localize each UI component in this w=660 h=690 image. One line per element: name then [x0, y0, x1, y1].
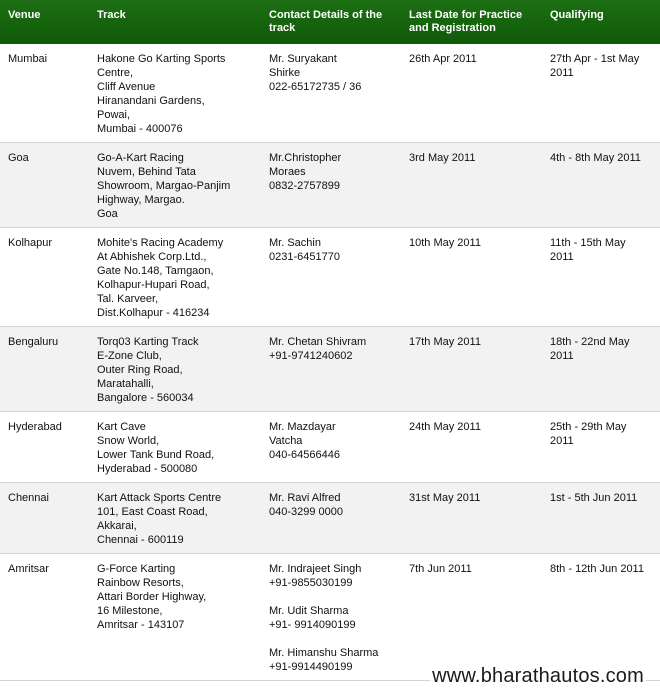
contact-cell — [261, 44, 401, 143]
venue-cell: Chennai — [0, 483, 89, 554]
qualifying-cell: 18th - 22nd May 2011 — [542, 327, 660, 412]
venue-cell: Amritsar — [0, 554, 89, 681]
track-cell: Hakone Go Karting Sports Centre, Cliff Avenue Hiranandani Gardens, Powai, Mumbai - 400076 — [89, 44, 261, 143]
contact-entry: Mr. Ravi Alfred 040-3299 0000 — [269, 492, 344, 518]
venue-cell: Hyderabad — [0, 412, 89, 483]
table-row — [0, 44, 660, 143]
qualifying-cell: 11th - 15th May 2011 — [542, 228, 660, 327]
header-row — [0, 0, 660, 44]
contact-entry: Mr. Himanshu Sharma +91-9914490199 — [269, 647, 379, 673]
last-date-cell: 31st May 2011 — [401, 483, 542, 554]
contact-cell — [261, 327, 401, 412]
header-track: Track — [89, 0, 261, 44]
header-last-date: Last Date for Practice and Registration — [401, 0, 542, 44]
track-cell: Torq03 Karting Track E-Zone Club, Outer Ring Road, Maratahalli, Bangalore - 560034 — [89, 327, 261, 412]
venue-cell: Mumbai — [0, 44, 89, 143]
table-header — [0, 0, 660, 44]
qualifying-cell: 8th - 12th Jun 2011 — [542, 554, 660, 681]
table-row — [0, 228, 660, 327]
last-date-cell: 17th May 2011 — [401, 327, 542, 412]
contact-entry: Mr. Mazdayar Vatcha 040-64566446 — [269, 421, 340, 461]
contact-entry: Mr. Udit Sharma +91- 9914090199 — [269, 605, 356, 631]
track-cell: Kart Attack Sports Centre 101, East Coast Road, Akkarai, Chennai - 600119 — [89, 483, 261, 554]
contact-entry: Mr. Indrajeet Singh +91-9855030199 — [269, 563, 362, 589]
last-date-cell: 26th Apr 2011 — [401, 44, 542, 143]
contact-entry: Mr. Suryakant Shirke 022-65172735 / 36 — [269, 53, 362, 93]
qualifying-cell: 1st - 5th Jun 2011 — [542, 483, 660, 554]
last-date-cell: 24th May 2011 — [401, 412, 542, 483]
header-contact: Contact Details of the track — [261, 0, 401, 44]
track-cell: Go-A-Kart Racing Nuvem, Behind Tata Showroom, Margao-Panjim Highway, Margao. Goa — [89, 143, 261, 228]
contact-entry: Mr.Christopher Moraes 0832-2757899 — [269, 152, 342, 192]
contact-cell — [261, 228, 401, 327]
watermark: www.bharathautos.com — [432, 665, 644, 687]
contact-spacer — [269, 590, 397, 604]
track-cell: Kart Cave Snow World, Lower Tank Bund Road, Hyderabad - 500080 — [89, 412, 261, 483]
venue-cell: Goa — [0, 143, 89, 228]
table-row — [0, 483, 660, 554]
contact-cell — [261, 554, 401, 681]
contact-spacer — [269, 632, 397, 646]
header-venue: Venue — [0, 0, 89, 44]
table-row — [0, 327, 660, 412]
contact-entry: Mr. Sachin 0231-6451770 — [269, 237, 340, 263]
last-date-cell: 10th May 2011 — [401, 228, 542, 327]
track-cell: Mohite's Racing Academy At Abhishek Corp.Ltd., Gate No.148, Tamgaon, Kolhapur-Hupari Road, Tal. Karveer, Dist.Kolhapur - 416234 — [89, 228, 261, 327]
venue-cell: Bengaluru — [0, 327, 89, 412]
last-date-cell: 3rd May 2011 — [401, 143, 542, 228]
last-date-cell: 7th Jun 2011 — [401, 554, 542, 681]
contact-entry: Mr. Chetan Shivram +91-9741240602 — [269, 336, 367, 362]
contact-cell — [261, 483, 401, 554]
header-qualifying: Qualifying — [542, 0, 660, 44]
table-row — [0, 143, 660, 228]
track-cell: G-Force Karting Rainbow Resorts, Attari Border Highway, 16 Milestone, Amritsar - 143107 — [89, 554, 261, 681]
table-body — [0, 44, 660, 681]
qualifying-cell: 4th - 8th May 2011 — [542, 143, 660, 228]
contact-cell — [261, 412, 401, 483]
contact-cell — [261, 143, 401, 228]
venue-cell: Kolhapur — [0, 228, 89, 327]
qualifying-cell: 27th Apr - 1st May 2011 — [542, 44, 660, 143]
table-row — [0, 412, 660, 483]
table-row — [0, 554, 660, 681]
qualifying-cell: 25th - 29th May 2011 — [542, 412, 660, 483]
